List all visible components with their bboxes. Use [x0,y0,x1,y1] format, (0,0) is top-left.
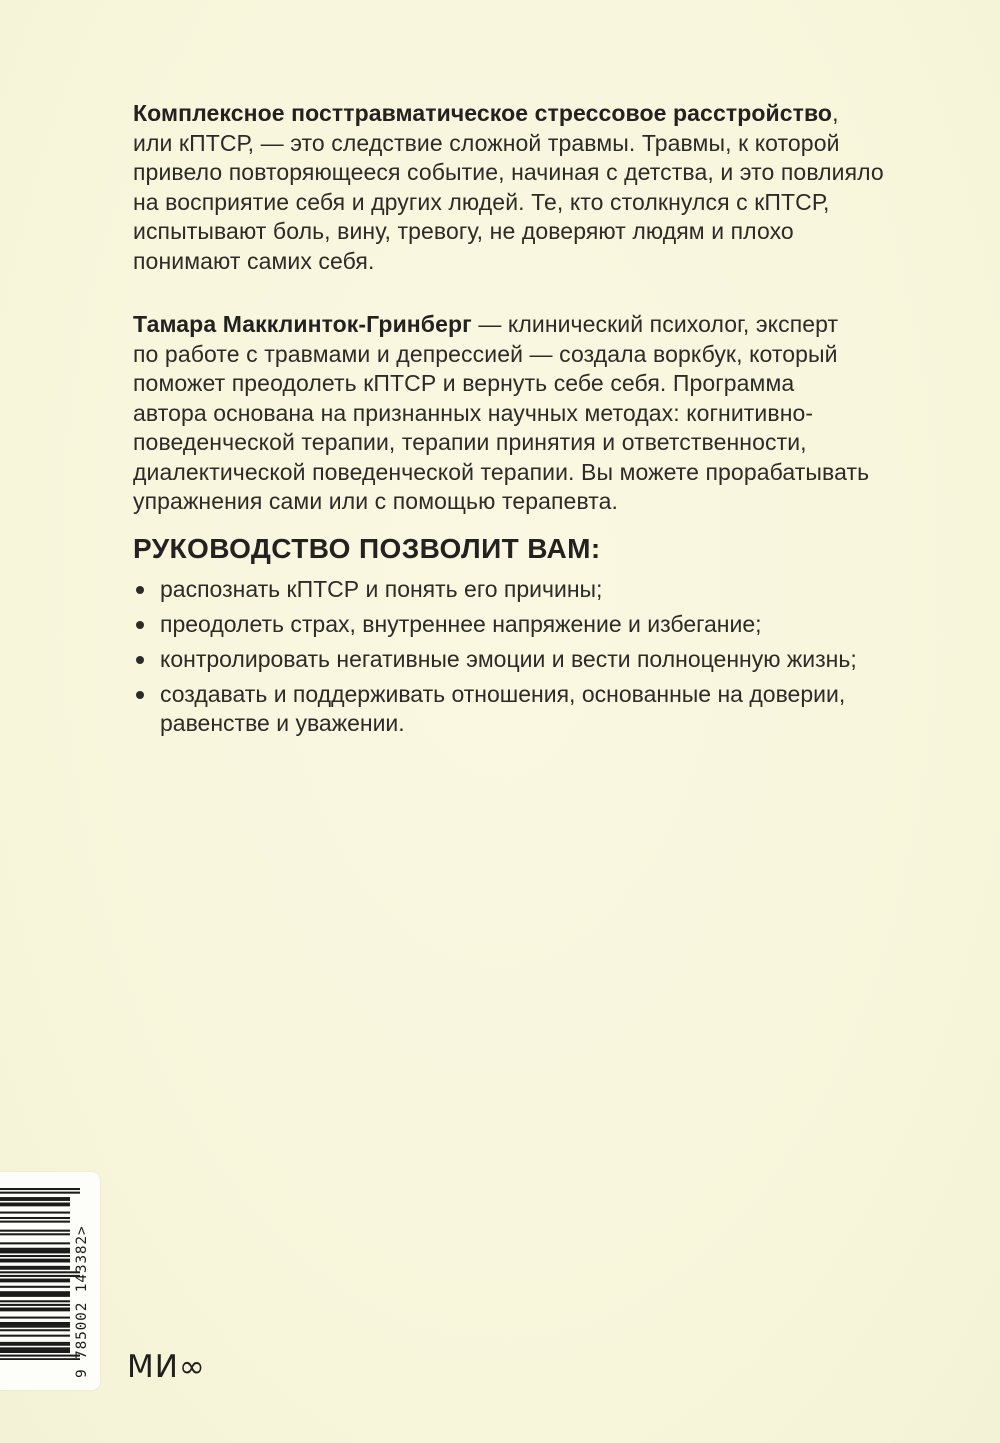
paragraph-line [133,99,893,129]
list-item [133,610,893,640]
list-item [133,575,893,605]
paragraph-line: диалектической поведенческой терапии. Вы можете прорабатывать [133,458,870,485]
bullet-icon [136,621,144,629]
paragraph-lead-bold: Комплексное посттравматическое стрессовое расстройство [133,100,833,126]
barcode-bars [0,1188,82,1360]
benefits-list [133,575,893,739]
paragraph-line: поможет преодолеть кПТСР и вернуть себе себя. Программа [133,370,795,396]
annotation-text-block [133,99,893,744]
paragraph-line: привело повторяющееся событие, начиная с детства, и это повлияло [133,159,884,185]
paragraph-line: по работе с травмами и депрессией — создала воркбук, который [133,340,838,367]
bullet-icon [136,691,144,699]
paragraph-line: поведенческой терапии, терапии принятия и ответственности, [133,429,807,455]
list-item-text: преодолеть страх, внутреннее напряжение и избегание; [160,610,762,637]
mif-publisher-logo: МИ∞ [127,1349,206,1385]
list-item-text: создавать и поддерживать отношения, основанные на доверии, [160,680,846,707]
paragraph-line: понимают самих себя. [133,247,375,274]
bullet-icon [136,656,144,664]
list-item [133,680,893,739]
list-item [133,645,893,675]
paragraph-line: на восприятие себя и других людей. Те, кто столкнулся с кПТСР, [133,188,830,215]
paragraph-line: автора основана на признанных научных методах: когнитивно- [133,399,814,426]
list-heading: РУКОВОДСТВО ПОЗВОЛИТ ВАМ: [133,532,601,564]
isbn-barcode-sticker [0,1172,100,1390]
paragraph-about-author [133,310,893,517]
paragraph-lead-rest: , [832,100,839,126]
list-item-text: контролировать негативные эмоции и вести полноценную жизнь; [160,645,857,672]
paragraph-about-cptsd [133,99,893,276]
bullet-icon [136,586,144,594]
paragraph-line: испытывают боль, вину, тревогу, не доверяют людям и плохо [133,218,794,244]
list-item-text: распознать кПТСР и понять его причины; [160,575,603,602]
paragraph-lead-rest: — клинический психолог, эксперт [471,311,839,337]
author-name-bold: Тамара Макклинток-Гринберг [133,311,472,337]
isbn-number: 9 785002 143382> [74,1225,90,1378]
paragraph-line [133,310,893,340]
paragraph-line: или кПТСР, — это следствие сложной травмы. Травмы, к которой [133,129,840,156]
paragraph-line: упражнения сами или с помощью терапевта. [133,488,619,514]
list-item-text: равенстве и уважении. [160,710,405,736]
